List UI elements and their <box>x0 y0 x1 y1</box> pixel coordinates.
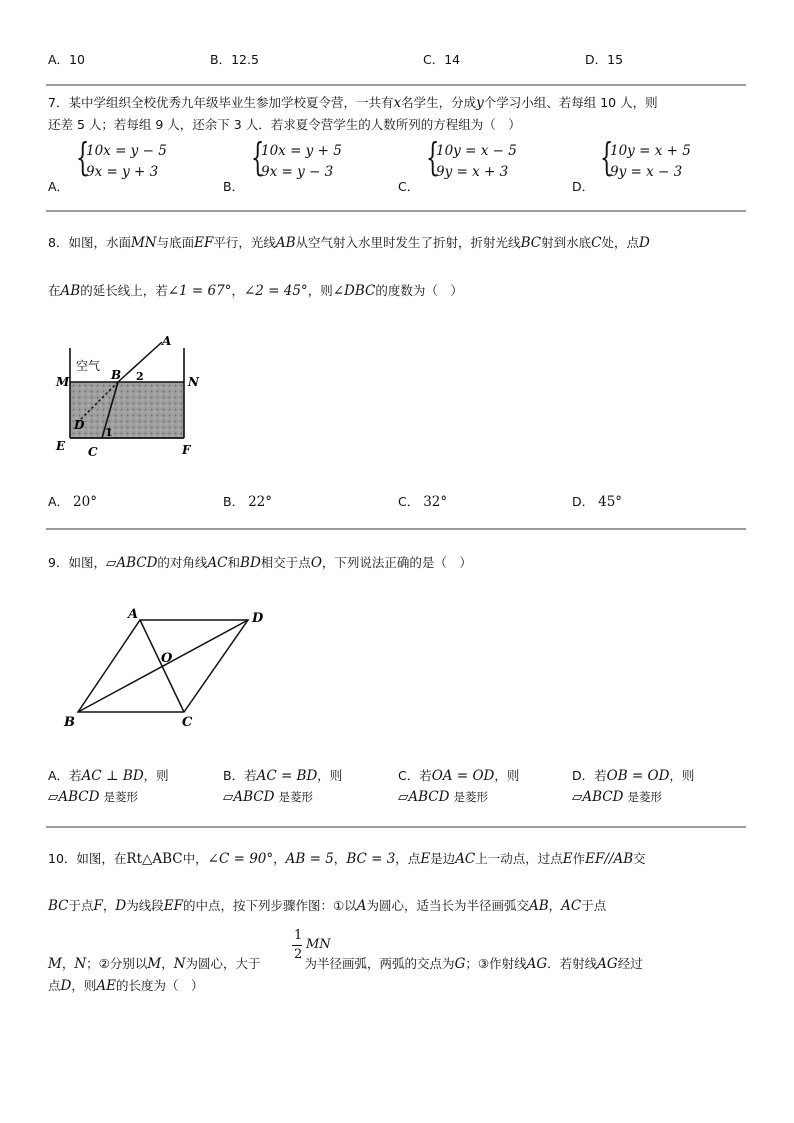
q8-refraction-figure <box>48 330 218 465</box>
divider <box>46 826 746 828</box>
q10-stem-line3: M，N；②分别以M，N为圆心，大于 为半径画弧，两弧的交点为G；③作射线AG．若射线AG经过 <box>48 956 643 972</box>
label-c: C <box>182 715 193 730</box>
water-region <box>70 382 184 438</box>
label-b: B <box>111 368 122 382</box>
label-angle-1: 1 <box>105 426 113 439</box>
label-o: O <box>161 651 173 666</box>
label-b: B <box>64 715 75 730</box>
label-e: E <box>56 439 66 453</box>
q8-stem-line2: 在AB的延长线上，若∠1 = 67°，∠2 = 45°，则∠DBC的度数为（ ） <box>48 283 463 299</box>
q9-parallelogram-figure <box>60 600 275 735</box>
brace: { <box>76 135 90 179</box>
q6-option-c: C．14 <box>423 52 461 67</box>
label-n: N <box>188 375 199 389</box>
label-a: A <box>162 334 172 348</box>
q8-option-a: A． 20° <box>48 494 97 510</box>
brace: { <box>600 135 614 179</box>
label-f: F <box>182 443 191 457</box>
q10-stem-line1: 10．如图，在Rt△ABC中，∠C = 90°，AB = 5，BC = 3，点E是边AC上一动点，过点E作EF//AB交 <box>48 851 646 867</box>
divider <box>46 84 746 86</box>
label-m: M <box>56 375 70 389</box>
q6-option-a: A．10 <box>48 52 85 67</box>
label-d: D <box>252 611 264 626</box>
q7-stem-line2: 还差 5 人；若每组 9 人，还余下 3 人．若求夏令营学生的人数所列的方程组为（ ） <box>48 117 521 132</box>
q8-option-c: C． 32° <box>398 494 448 510</box>
label-d: D <box>74 418 85 432</box>
q8-option-b: B． 22° <box>223 494 272 510</box>
label-a: A <box>128 607 139 622</box>
brace: { <box>251 135 265 179</box>
divider <box>46 528 746 530</box>
brace: { <box>426 135 440 179</box>
q6-option-b: B．12.5 <box>210 52 259 67</box>
q6-option-d: D．15 <box>585 52 624 67</box>
label-air: 空气 <box>76 359 101 373</box>
q7-stem-line1: 7．某中学组织全校优秀九年级毕业生参加学校夏令营，一共有x名学生，分成y个学习小组、若每组 10 人，则 <box>48 95 658 111</box>
q8-option-d: D． 45° <box>572 494 623 510</box>
q9-stem: 9．如图，▱ABCD的对角线AC和BD相交于点O，下列说法正确的是（ ） <box>48 555 472 571</box>
q10-stem-line2: BC于点F，D为线段EF的中点，按下列步骤作图：①以A为圆心，适当长为半径画弧交AB，AC于点 <box>48 898 607 914</box>
label-c: C <box>88 445 98 459</box>
diagonal-BD <box>78 620 248 712</box>
divider <box>46 210 746 212</box>
q8-stem-line1: 8．如图，水面MN与底面EF平行，光线AB从空气射入水里时发生了折射，折射光线BC射到水底C处，点D <box>48 235 650 251</box>
label-angle-2: 2 <box>136 370 144 383</box>
q10-stem-line4: 点D，则AE的长度为（ ） <box>48 978 204 994</box>
